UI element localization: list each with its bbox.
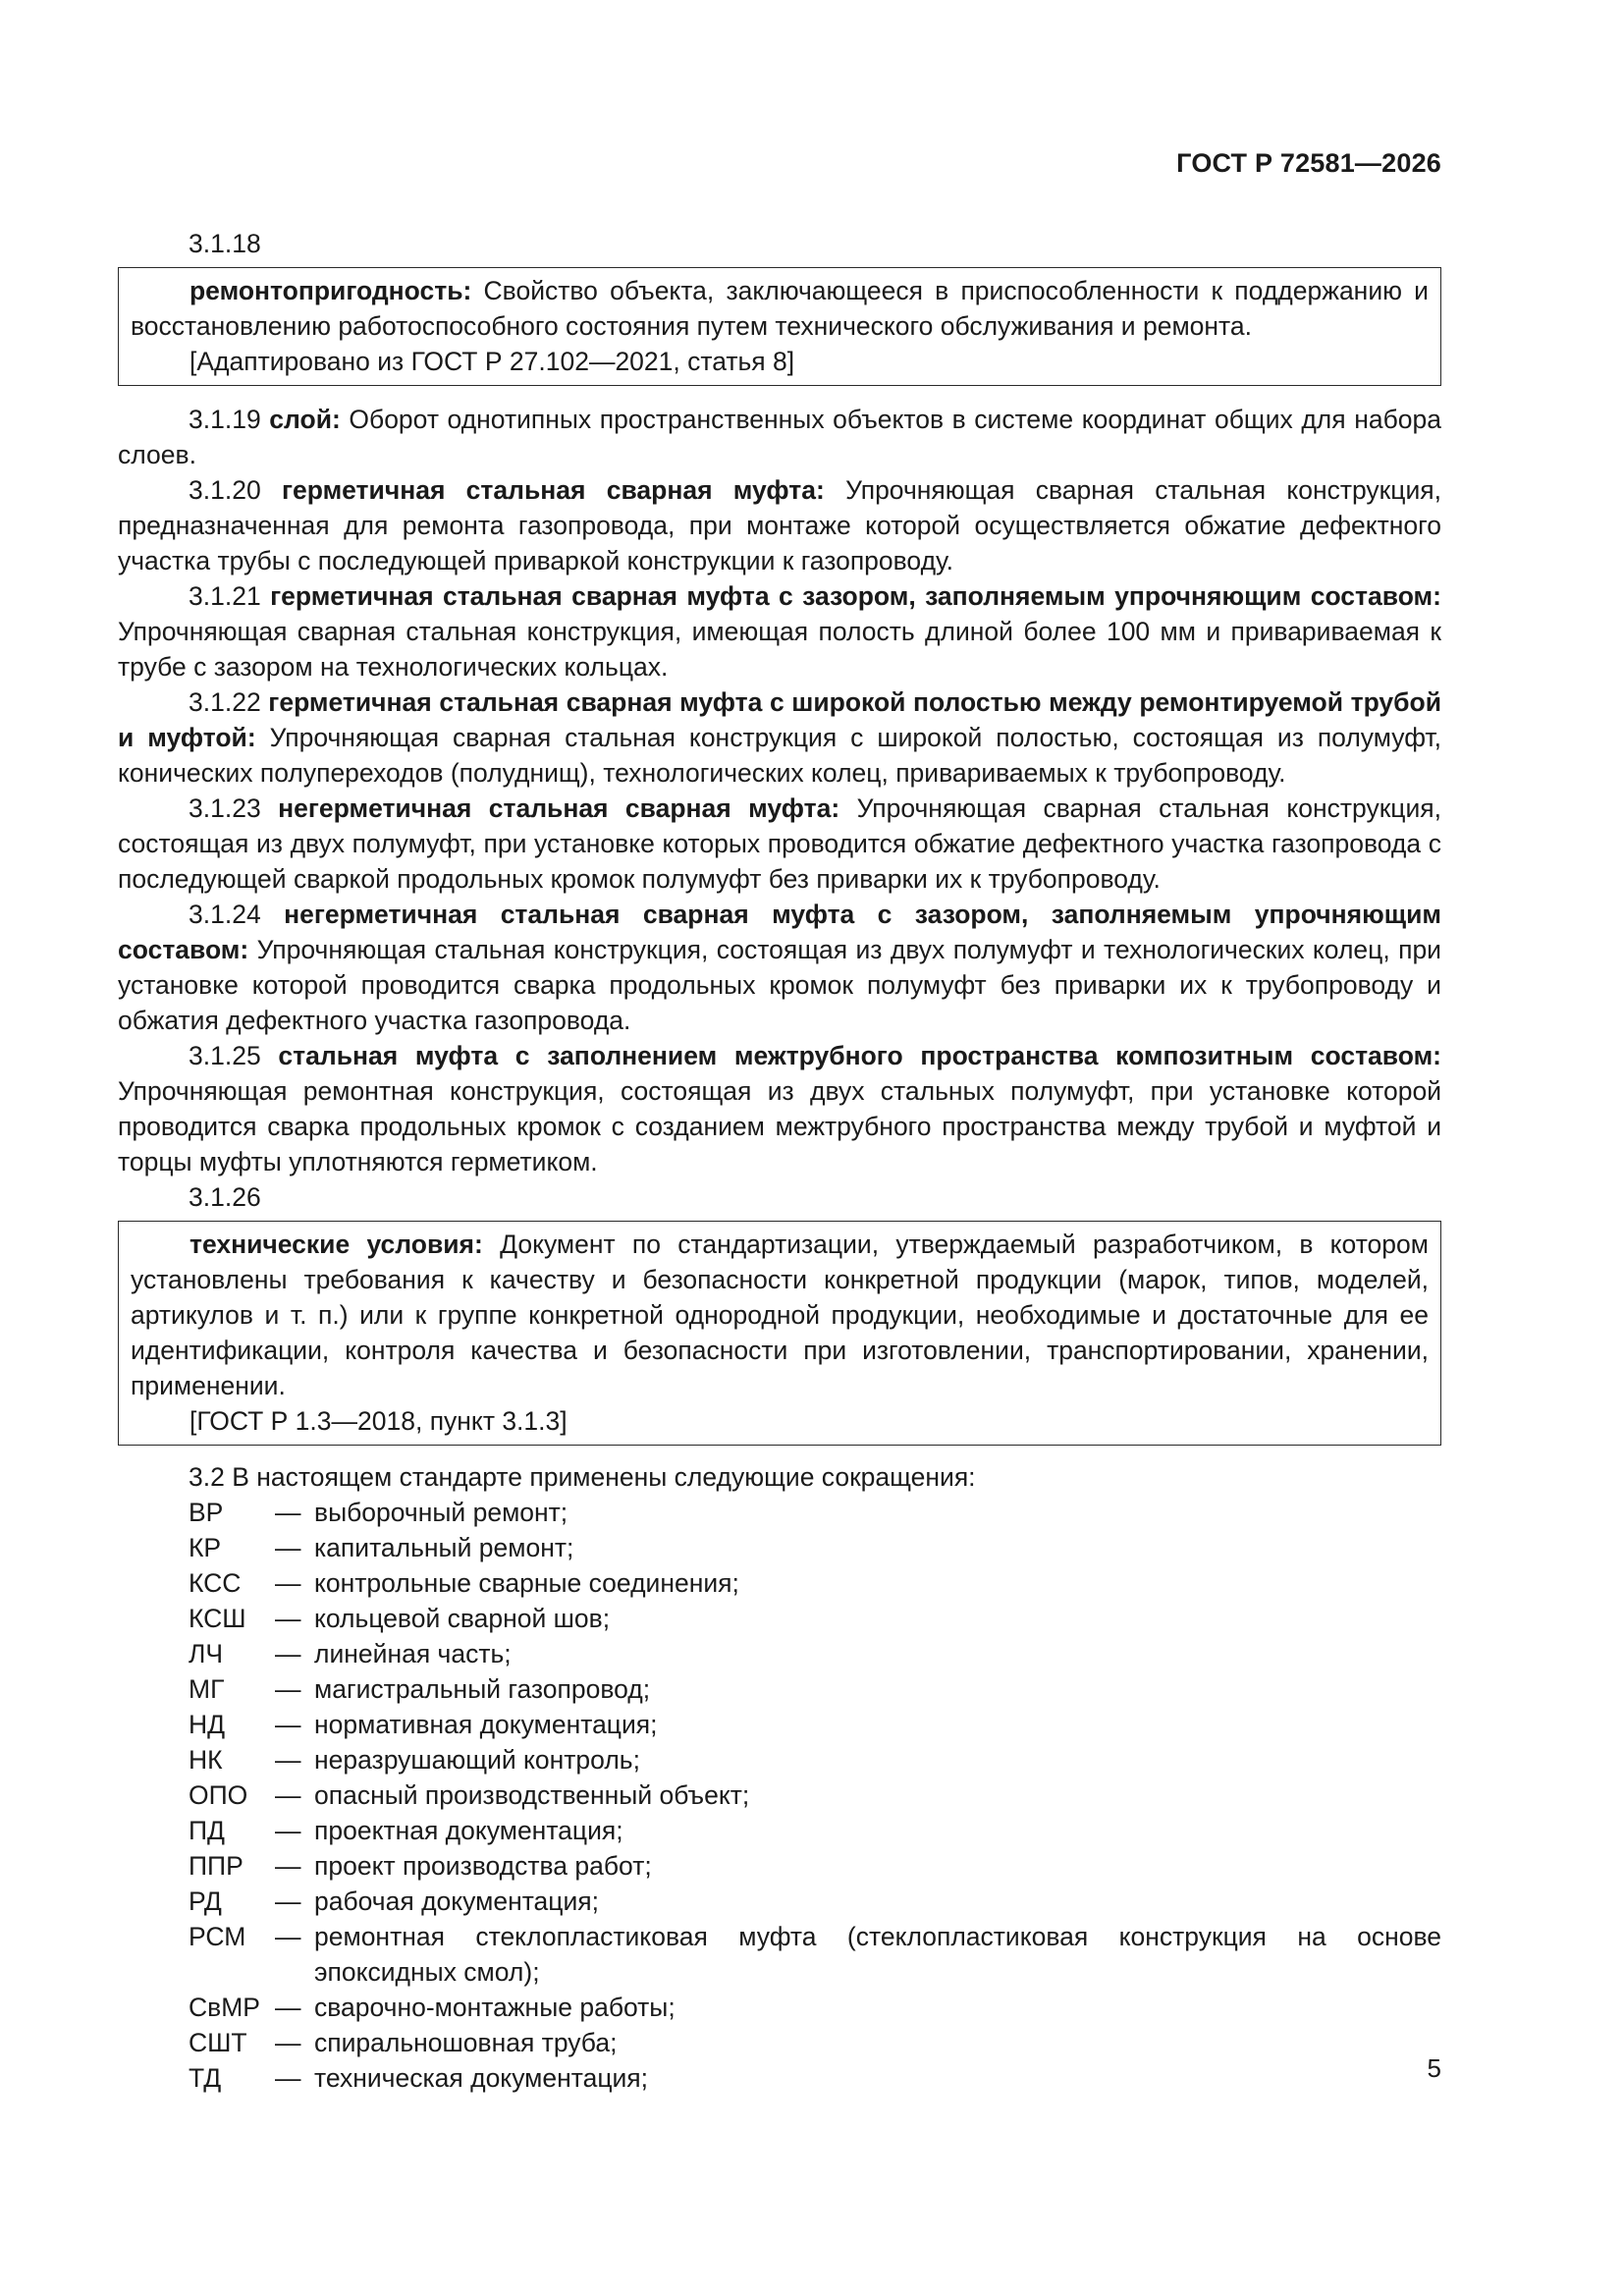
term-definition: Упрочняющая сварная стальная конструкция с широкой полостью, состоящая из полумуфт, конических полупереходов (полуднищ), технологических колец, привариваемых к трубопроводу. bbox=[118, 723, 1441, 788]
term-number-3-1-18: 3.1.18 bbox=[189, 229, 261, 258]
term-name: герметичная стальная сварная муфта с широкой полостью между ремонтируемой трубой и муфтой: bbox=[118, 687, 1441, 752]
abbreviation-definition: неразрушающий контроль; bbox=[314, 1745, 640, 1775]
abbreviation-definition: магистральный газопровод; bbox=[314, 1674, 651, 1704]
abbreviation-row bbox=[118, 2025, 1441, 2060]
abbreviation-row bbox=[118, 1990, 1441, 2025]
abbreviation-dash: — bbox=[275, 1674, 301, 1704]
term-number: 3.1.22 bbox=[189, 687, 261, 717]
abbreviation-row bbox=[118, 1671, 1441, 1707]
term-definition: Упрочняющая сварная стальная конструкция, предназначенная для ремонта газопровода, при монтаже которой осуществляется обжатие дефектного участка трубы с последующей приваркой конструкции к газопроводу. bbox=[118, 475, 1441, 575]
abbreviation-row bbox=[118, 1848, 1441, 1884]
abbreviation-row bbox=[118, 1495, 1441, 1530]
abbreviation-dash: — bbox=[275, 1498, 301, 1527]
abbreviation-row bbox=[118, 1636, 1441, 1671]
abbreviation-code: НК bbox=[189, 1745, 223, 1775]
abbreviation-dash: — bbox=[275, 1710, 301, 1739]
abbreviations-intro: 3.2 В настоящем стандарте применены следующие сокращения: bbox=[189, 1462, 976, 1492]
abbreviation-code: КСШ bbox=[189, 1604, 246, 1633]
term-number: 3.1.21 bbox=[189, 581, 261, 611]
abbreviation-code: ТД bbox=[189, 2063, 222, 2093]
abbreviation-dash: — bbox=[275, 1780, 301, 1810]
term-definition: Упрочняющая сварная стальная конструкция, состоящая из двух полумуфт, при установке которых проводится обжатие дефектного участка газопровода с последующей сваркой продольных кромок полумуфт без приварки их к трубопроводу. bbox=[118, 793, 1441, 894]
term-entry-3-1-24 bbox=[118, 897, 1441, 1038]
abbreviation-dash: — bbox=[275, 1993, 301, 2022]
abbreviation-definition: проектная документация; bbox=[314, 1816, 623, 1845]
abbreviation-definition: выборочный ремонт; bbox=[314, 1498, 568, 1527]
abbreviation-dash: — bbox=[275, 1568, 301, 1598]
term-name: негерметичная стальная сварная муфта с зазором, заполняемым упрочняющим составом: bbox=[118, 900, 1441, 964]
abbreviation-code: РСМ bbox=[189, 1922, 246, 1951]
abbreviation-row bbox=[118, 1742, 1441, 1777]
abbreviation-definition: рабочая документация; bbox=[314, 1886, 599, 1916]
abbreviation-definition: нормативная документация; bbox=[314, 1710, 658, 1739]
abbreviation-row bbox=[118, 1707, 1441, 1742]
abbreviation-dash: — bbox=[275, 1922, 301, 1951]
abbreviation-code: СвМР bbox=[189, 1993, 260, 2022]
abbreviations-list bbox=[118, 1495, 1441, 2096]
term-number: 3.1.24 bbox=[189, 900, 261, 929]
abbreviation-row bbox=[118, 1601, 1441, 1636]
abbreviation-code: КСС bbox=[189, 1568, 242, 1598]
abbreviation-dash: — bbox=[275, 1533, 301, 1562]
page-number: 5 bbox=[1427, 2053, 1441, 2083]
abbreviation-definition: проект производства работ; bbox=[314, 1851, 652, 1881]
abbreviation-code: РД bbox=[189, 1886, 222, 1916]
abbreviation-dash: — bbox=[275, 1886, 301, 1916]
abbreviation-code: ПД bbox=[189, 1816, 225, 1845]
term-entry-3-1-25 bbox=[118, 1038, 1441, 1179]
term-entry-3-1-23 bbox=[118, 791, 1441, 897]
abbreviation-dash: — bbox=[275, 2028, 301, 2057]
term-entry-3-1-18 bbox=[131, 273, 1429, 344]
abbreviation-definition: техническая документация; bbox=[314, 2063, 649, 2093]
abbreviation-code: СШТ bbox=[189, 2028, 247, 2057]
term-definition: Документ по стандартизации, утверждаемый разработчиком, в котором установлены требования к качеству и безопасности конкретной продукции (марок, типов, моделей, артикулов и т. п.) или к группе конкретной однородной продукции, необходимые и достаточные для ее идентификации, контроля качества и безопасности при изготовлении, транспортировании, хранении, применении. bbox=[131, 1230, 1429, 1400]
abbreviation-row bbox=[118, 1884, 1441, 1919]
abbreviation-code: ОПО bbox=[189, 1780, 248, 1810]
term-entry-3-1-26 bbox=[131, 1227, 1429, 1403]
term-name: ремонтопригодность: bbox=[189, 276, 472, 305]
abbreviation-dash: — bbox=[275, 1604, 301, 1633]
abbreviation-dash: — bbox=[275, 2063, 301, 2093]
term-number-3-1-26: 3.1.26 bbox=[189, 1182, 261, 1212]
abbreviation-row bbox=[118, 1813, 1441, 1848]
abbreviation-code: МГ bbox=[189, 1674, 225, 1704]
abbreviation-code: ЛЧ bbox=[189, 1639, 224, 1668]
abbreviation-definition: кольцевой сварной шов; bbox=[314, 1604, 611, 1633]
term-definition: Свойство объекта, заключающееся в приспособленности к поддержанию и восстановлению работоспособного состояния путем технического обслуживания и ремонта. bbox=[131, 276, 1429, 341]
abbreviation-dash: — bbox=[275, 1816, 301, 1845]
abbreviation-dash: — bbox=[275, 1745, 301, 1775]
abbreviation-definition: сварочно-монтажные работы; bbox=[314, 1993, 676, 2022]
term-number: 3.1.19 bbox=[189, 405, 261, 434]
abbreviation-definition: контрольные сварные соединения; bbox=[314, 1568, 739, 1598]
term-box-3-1-18 bbox=[118, 267, 1441, 386]
term-name: слой: bbox=[269, 405, 341, 434]
term-number: 3.1.20 bbox=[189, 475, 261, 505]
term-definition: Упрочняющая сварная стальная конструкция, имеющая полость длиной более 100 мм и привариваемая к трубе с зазором на технологических кольцах. bbox=[118, 617, 1441, 682]
abbreviation-code: НД bbox=[189, 1710, 226, 1739]
abbreviation-definition: линейная часть; bbox=[314, 1639, 512, 1668]
abbreviation-code: ВР bbox=[189, 1498, 224, 1527]
abbreviation-row bbox=[118, 1919, 1441, 1990]
abbreviation-definition: капитальный ремонт; bbox=[314, 1533, 574, 1562]
document-body bbox=[118, 226, 1441, 2096]
document-header-id: ГОСТ Р 72581—2026 bbox=[1176, 148, 1441, 178]
abbreviation-code: ППР bbox=[189, 1851, 243, 1881]
term-box-3-1-26 bbox=[118, 1221, 1441, 1446]
abbreviation-row bbox=[118, 1530, 1441, 1565]
abbreviation-row bbox=[118, 2060, 1441, 2096]
abbreviation-dash: — bbox=[275, 1639, 301, 1668]
abbreviation-row bbox=[118, 1565, 1441, 1601]
term-source: [Адаптировано из ГОСТ Р 27.102—2021, статья 8] bbox=[189, 347, 795, 376]
term-name: стальная муфта с заполнением межтрубного пространства композитным составом: bbox=[278, 1041, 1441, 1070]
abbreviation-definition: спиральношовная труба; bbox=[314, 2028, 618, 2057]
term-entry-3-1-20 bbox=[118, 472, 1441, 578]
abbreviation-definition: ремонтная стеклопластиковая муфта (стеклопластиковая конструкция на основе эпоксидных смол); bbox=[314, 1922, 1441, 1987]
term-number: 3.1.23 bbox=[189, 793, 261, 823]
term-entry-3-1-22 bbox=[118, 684, 1441, 791]
term-definition: Упрочняющая ремонтная конструкция, состоящая из двух стальных полумуфт, при установке которой проводится сварка продольных кромок с созданием межтрубного пространства между трубой и муфтой и торцы муфты уплотняются герметиком. bbox=[118, 1076, 1441, 1176]
term-entry-3-1-21 bbox=[118, 578, 1441, 684]
term-source: [ГОСТ Р 1.3—2018, пункт 3.1.3] bbox=[189, 1406, 568, 1436]
term-name: технические условия: bbox=[189, 1230, 483, 1259]
term-name: негерметичная стальная сварная муфта: bbox=[278, 793, 840, 823]
term-definition: Упрочняющая стальная конструкция, состоящая из двух полумуфт и технологических колец, при установке которой проводится сварка продольных кромок полумуфт без приварки их к трубопроводу и обжатия дефектного участка газопровода. bbox=[118, 935, 1441, 1035]
term-name: герметичная стальная сварная муфта: bbox=[281, 475, 825, 505]
term-entry-3-1-19 bbox=[118, 402, 1441, 472]
abbreviation-row bbox=[118, 1777, 1441, 1813]
term-number: 3.1.25 bbox=[189, 1041, 261, 1070]
term-definition: Оборот однотипных пространственных объектов в системе координат общих для набора слоев. bbox=[118, 405, 1441, 469]
abbreviation-definition: опасный производственный объект; bbox=[314, 1780, 750, 1810]
abbreviation-code: КР bbox=[189, 1533, 222, 1562]
term-name: герметичная стальная сварная муфта с зазором, заполняемым упрочняющим составом: bbox=[270, 581, 1441, 611]
abbreviation-dash: — bbox=[275, 1851, 301, 1881]
